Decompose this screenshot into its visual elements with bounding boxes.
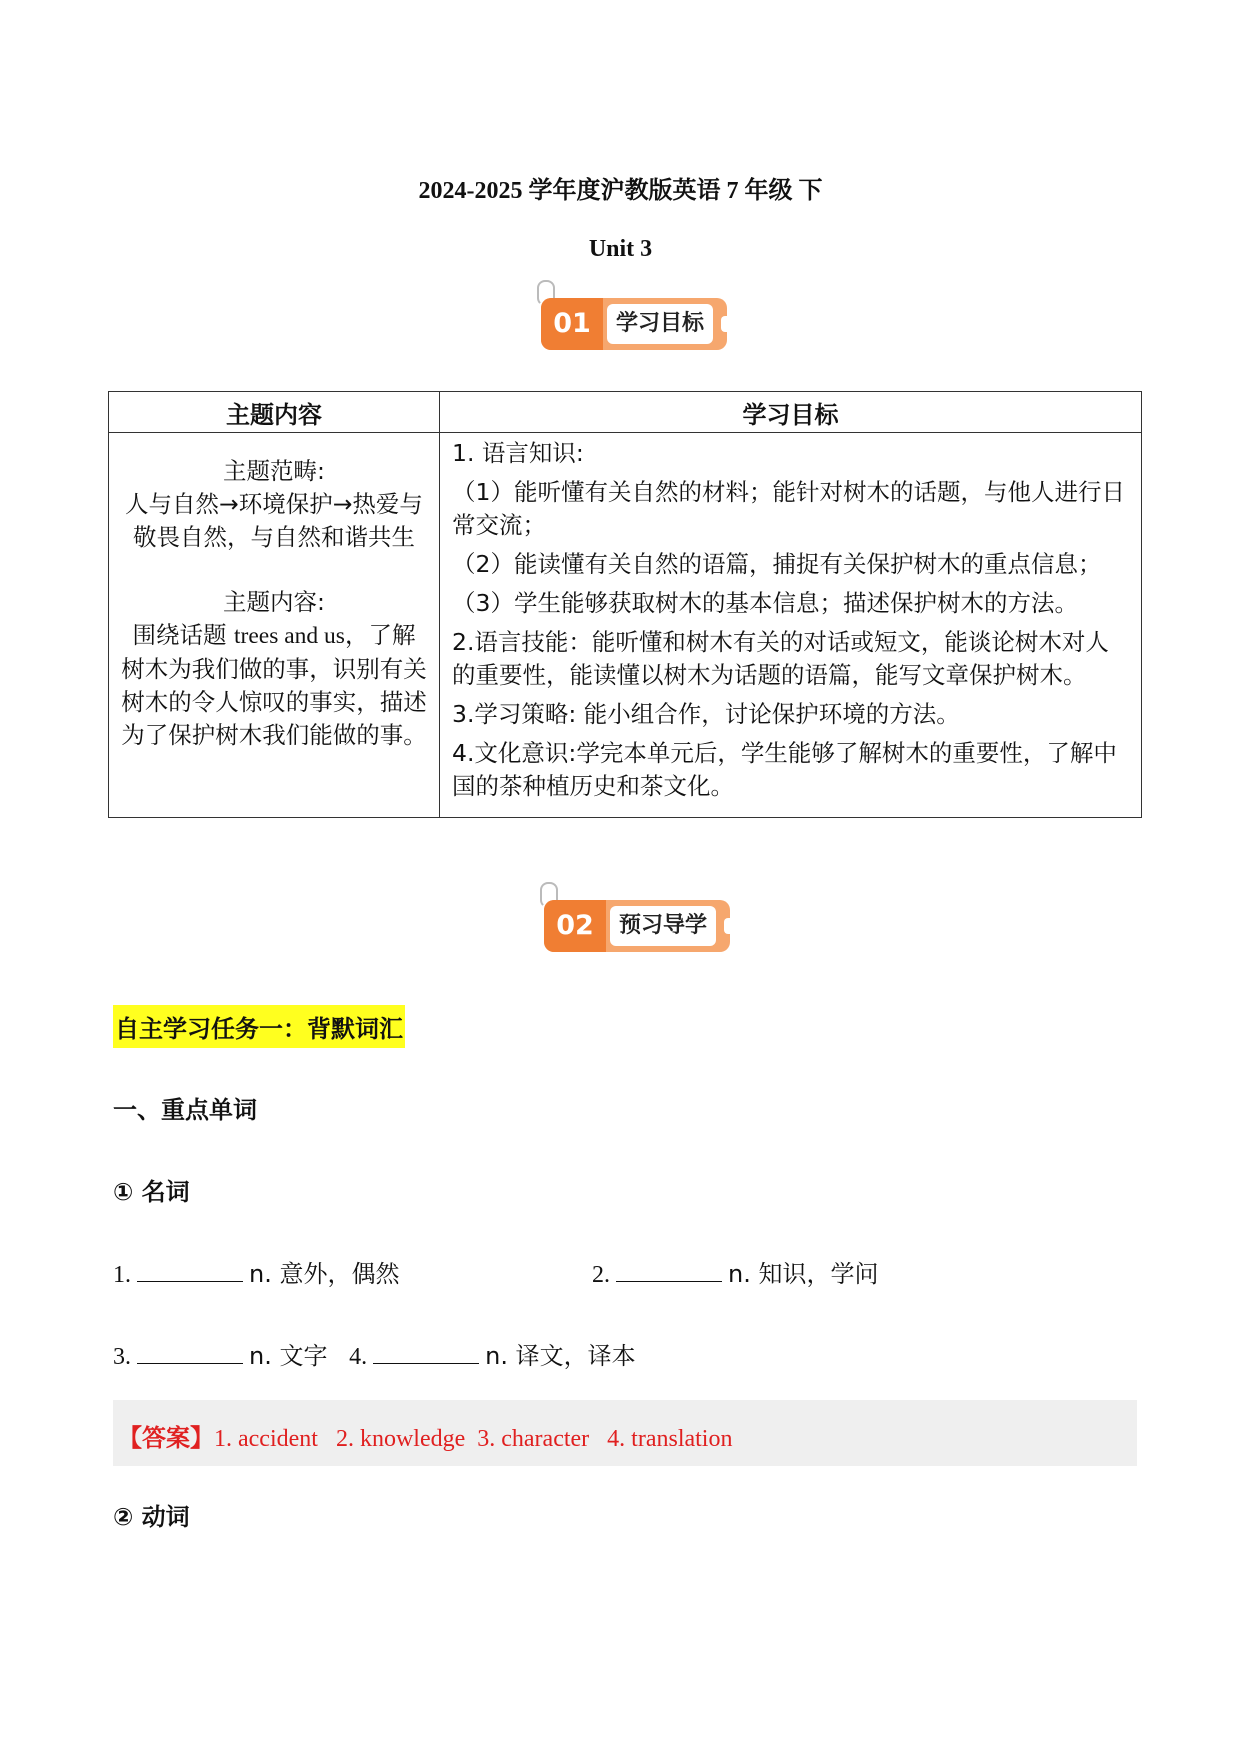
badge-number: 02 — [544, 900, 606, 952]
goal-item: （1）能听懂有关自然的材料；能针对树木的话题，与他人进行日常交流； — [452, 478, 1125, 539]
goal-item: 4.文化意识:学完本单元后，学生能够了解树木的重要性，了解中国的茶种植历史和茶文化。 — [452, 739, 1117, 800]
answer-tag: 【答案】 — [118, 1424, 214, 1452]
content-text: 围绕话题 trees and us，了解树木为我们做的事，识别有关树木的令人惊叹的事实，描述为了保护树木我们能做的事。 — [121, 621, 427, 749]
category-text: 人与自然→环境保护→热爱与敬畏自然，与自然和谐共生 — [125, 490, 423, 551]
vocab-item-2: 2. n. 知识，学问 — [592, 1254, 878, 1289]
goal-item: （3）学生能够获取树木的基本信息；描述保护树木的方法。 — [452, 589, 1078, 617]
verbs-heading: ② 动词 — [113, 1503, 190, 1531]
answer-blank[interactable] — [137, 1339, 243, 1364]
goals-cell — [440, 433, 1142, 818]
task-title: 自主学习任务一：背默词汇 — [113, 1005, 405, 1048]
unit-title: Unit 3 — [588, 236, 653, 262]
objectives-table — [108, 391, 1142, 818]
nouns-heading: ① 名词 — [113, 1178, 190, 1206]
section-heading: 一、重点单词 — [113, 1096, 257, 1124]
badge-number: 01 — [541, 298, 603, 350]
vocab-item-3: 3. n. 文字 4. n. 译文，译本 — [113, 1336, 636, 1371]
badge-label: 学习目标 — [607, 304, 713, 344]
section-badge-objectives — [541, 298, 727, 350]
topic-cell — [109, 433, 440, 818]
document-title: 2024-2025 学年度沪教版英语 7 年级 下 — [418, 178, 823, 204]
badge-label: 预习导学 — [610, 906, 716, 946]
goal-item: 2.语言技能：能听懂和树木有关的对话或短文，能谈论树木对人的重要性，能读懂以树木为话题的语篇，能写文章保护树木。 — [452, 628, 1109, 689]
answer-blank[interactable] — [373, 1339, 479, 1364]
goal-item: 1. 语言知识: — [452, 439, 584, 467]
answer-blank[interactable] — [616, 1257, 722, 1282]
answer-blank[interactable] — [137, 1257, 243, 1282]
goal-item: （2）能读懂有关自然的语篇，捕捉有关保护树木的重点信息； — [452, 550, 1102, 578]
answer-text: 1. accident 2. knowledge 3. character 4. translation — [214, 1426, 733, 1452]
category-title: 主题范畴: — [223, 457, 325, 485]
table-header-topic: 主题内容 — [109, 392, 440, 433]
answer-line — [118, 1418, 732, 1453]
content-title: 主题内容: — [223, 588, 325, 616]
vocab-item-1: 1. n. 意外，偶然 — [113, 1254, 399, 1289]
table-header-goals: 学习目标 — [440, 392, 1142, 433]
section-badge-preview — [544, 900, 730, 952]
goal-item: 3.学习策略: 能小组合作，讨论保护环境的方法。 — [452, 700, 960, 728]
